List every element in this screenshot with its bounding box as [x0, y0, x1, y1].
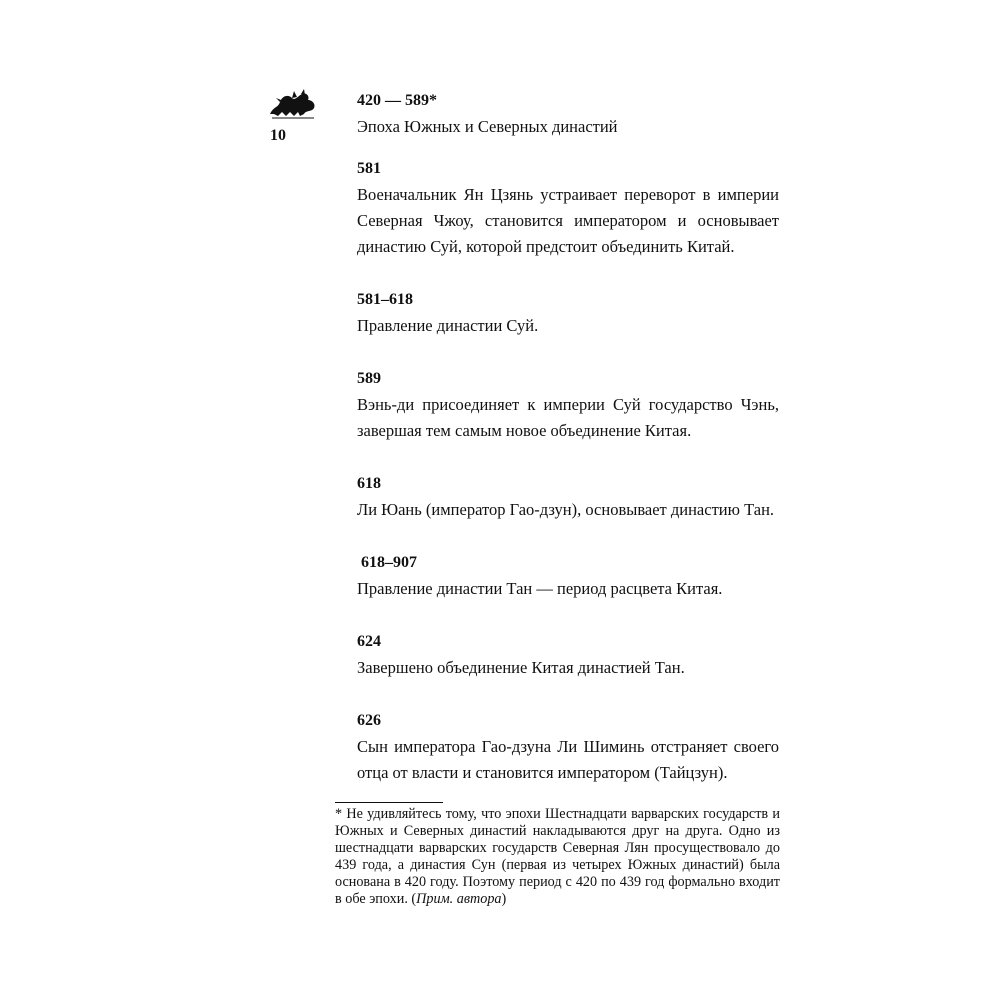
entry-year: 581 [357, 160, 381, 177]
dragon-icon [268, 88, 318, 120]
entry-year: 624 [357, 633, 381, 650]
entry-text: Завершено объединение Китая династией Тан. [357, 658, 685, 677]
page-number: 10 [270, 127, 286, 144]
entry-text: Эпоха Южных и Северных династий [357, 117, 618, 136]
footnote-text: * Не удивляйтесь тому, что эпохи Шестнадцати варварских государств и Южных и Северных династий накладываются друг на друга. Одно из шестнадцати варварских государств Северная Лян просуществовало до 439 года, а династия Сун (первая из четырех Южных династий) была основана в 420 году. Поэтому период с 420 по 439 год формально входит в обе эпохи. ( [335, 806, 780, 907]
chronology-entry [357, 708, 779, 786]
chronology-entry [357, 156, 779, 260]
chronology-list [357, 88, 779, 813]
chronology-entry [357, 550, 779, 602]
entry-text: Ли Юань (император Гао-дзун), основывает династию Тан. [357, 500, 775, 519]
chronology-entry [357, 88, 779, 140]
chronology-entry [357, 629, 779, 681]
entry-year: 618 [357, 475, 381, 492]
entry-text: Правление династии Тан — период расцвета Китая. [357, 579, 723, 598]
chronology-entry [357, 287, 779, 339]
entry-text: Сын императора Гао-дзуна Ли Шиминь отстраняет своего отца от власти и становится императором (Тайцзун). [357, 737, 779, 782]
footnote-divider [335, 802, 443, 803]
entry-year: 589 [357, 370, 381, 387]
footnote [335, 806, 780, 908]
chronology-entry [357, 366, 779, 444]
footnote-close: ) [501, 891, 507, 907]
chronology-entry [357, 471, 779, 523]
entry-text: Правление династии Суй. [357, 316, 539, 335]
entry-year: 581–618 [357, 291, 413, 308]
entry-text: Военачальник Ян Цзянь устраивает переворот в империи Северная Чжоу, становится императором и основывает династию Суй, которой предстоит объединить Китай. [357, 185, 779, 256]
entry-text: Вэнь-ди присоединяет к империи Суй государство Чэнь, завершая тем самым новое объединение Китая. [357, 395, 779, 440]
footnote-note: Прим. автора [416, 891, 502, 907]
entry-year: 626 [357, 712, 381, 729]
entry-year: 420 — 589* [357, 92, 437, 109]
entry-year: 618–907 [361, 554, 417, 571]
